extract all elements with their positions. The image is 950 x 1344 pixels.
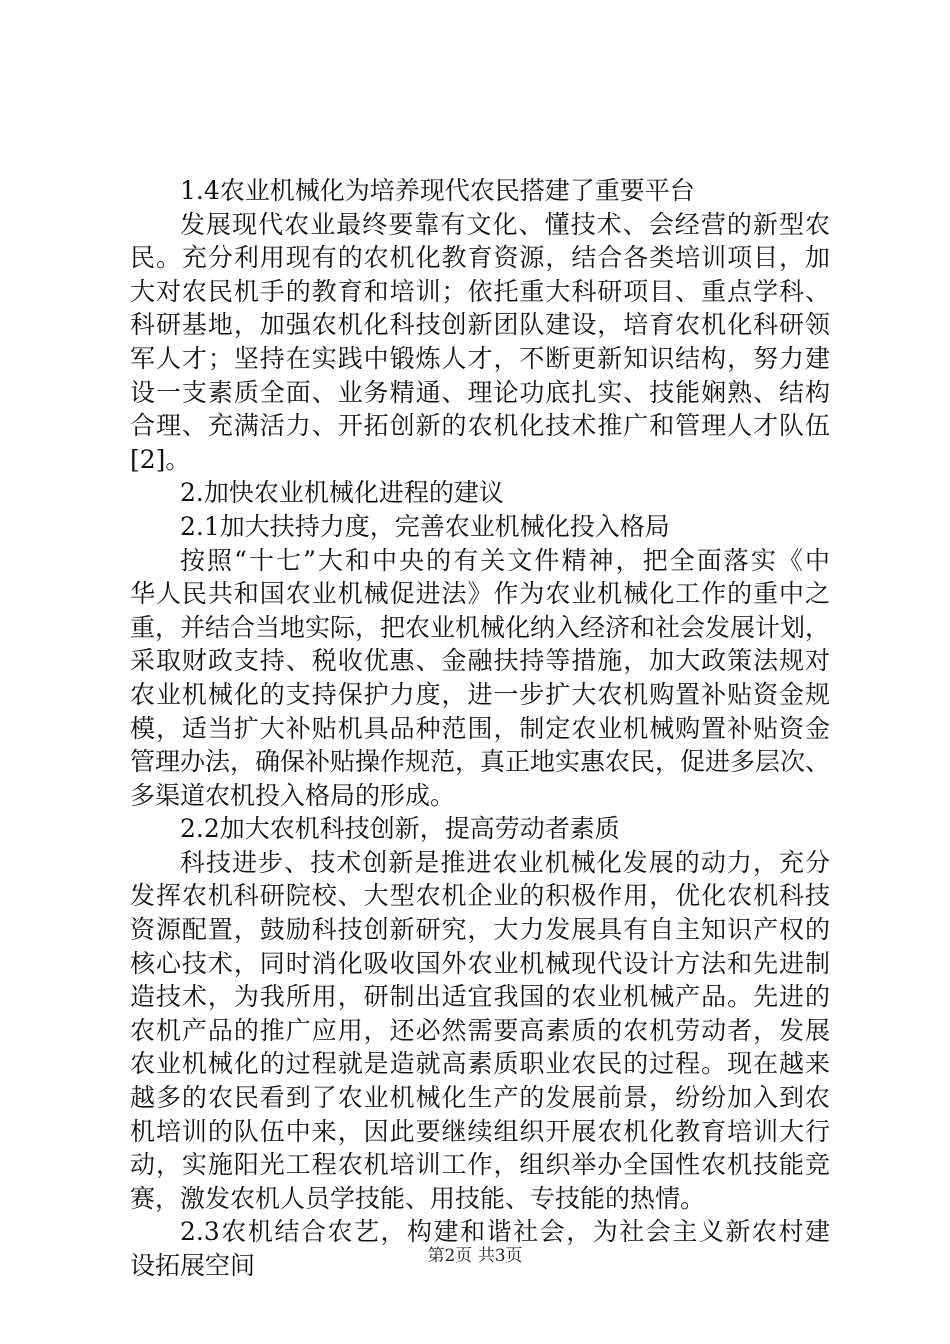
text-line: 资源配置，鼓励科技创新研究，大力发展具有自主知识产权的: [130, 915, 830, 945]
text-line: 2.2加大农机科技创新，提高劳动者素质: [180, 814, 620, 844]
text-line: 按照“十七”大和中央的有关文件精神，把全面落实《中: [180, 545, 830, 575]
text-line: 合理、充满活力、开拓创新的农机化技术推广和管理人才队伍: [130, 411, 830, 441]
text-line: 2.加快农业机械化进程的建议: [180, 478, 504, 508]
text-line: 发挥农机科研院校、大型农机企业的积极作用，优化农机科技: [130, 881, 830, 911]
text-line: 赛，激发农机人员学技能、用技能、专技能的热情。: [130, 1183, 706, 1213]
text-line: 发展现代农业最终要靠有文化、懂技术、会经营的新型农: [180, 209, 830, 239]
text-line: 华人民共和国农业机械促进法》作为农业机械化工作的重中之: [130, 579, 830, 609]
text-line: 科研基地，加强农机化科技创新团队建设，培育农机化科研领: [130, 310, 830, 340]
text-line: 军人才；坚持在实践中锻炼人才，不断更新知识结构，努力建: [130, 343, 830, 373]
text-line: 设一支素质全面、业务精通、理论功底扎实、技能娴熟、结构: [130, 377, 830, 407]
text-line: 机培训的队伍中来，因此要继续组织开展农机化教育培训大行: [130, 1116, 830, 1146]
text-line: 模，适当扩大补贴机具品种范围，制定农业机械购置补贴资金: [130, 713, 830, 743]
text-line: 民。充分利用现有的农机化教育资源，结合各类培训项目，加: [130, 243, 830, 273]
section-heading-2: [130, 476, 830, 510]
paragraph-2-2: [130, 846, 830, 1216]
text-line: 重，并结合当地实际，把农业机械化纳入经济和社会发展计划，: [130, 612, 831, 642]
text-line: 采取财政支持、税收优惠、金融扶持等措施，加大政策法规对: [130, 646, 830, 676]
text-line: 多渠道农机投入格局的形成。: [130, 780, 456, 810]
paragraph-1-4: [130, 208, 830, 477]
text-line: [2]。: [130, 444, 191, 474]
text-line: 设拓展空间: [130, 1251, 256, 1280]
text-line: 2.3农机结合农艺，构建和谐社会，为社会主义新农村建: [180, 1217, 830, 1247]
page-number-footer: 第2页 共3页: [427, 1246, 523, 1266]
text-line: 造技术，为我所用，研制出适宜我国的农业机械产品。先进的: [130, 982, 830, 1012]
text-line: 管理办法，确保补贴操作规范，真正地实惠农民，促进多层次、: [130, 747, 831, 777]
text-line: 农机产品的推广应用，还必然需要高素质的农机劳动者，发展: [130, 1015, 830, 1045]
text-line: 大对农民机手的教育和培训；依托重大科研项目、重点学科、: [130, 276, 830, 306]
text-line: 1.4农业机械化为培养现代农民搭建了重要平台: [180, 176, 695, 205]
paragraph-2-1: [130, 544, 830, 813]
document-body: [130, 174, 830, 1283]
text-line: 农业机械化的过程就是造就高素质职业农民的过程。现在越来: [130, 1049, 830, 1079]
text-line: 动，实施阳光工程农机培训工作，组织举办全国性农机技能竞: [130, 1150, 830, 1180]
text-line: 农业机械化的支持保护力度，进一步扩大农机购置补贴资金规: [130, 679, 830, 709]
section-heading-2-2: [130, 812, 830, 846]
text-line: 2.1加大扶持力度，完善农业机械化投入格局: [180, 511, 670, 541]
text-line: 越多的农民看到了农业机械化生产的发展前景，纷纷加入到农: [130, 1083, 830, 1113]
text-line: 核心技术，同时消化吸收国外农业机械现代设计方法和先进制: [130, 948, 830, 978]
section-heading-2-1: [130, 510, 830, 544]
text-line: 科技进步、技术创新是推进农业机械化发展的动力，充分: [180, 847, 830, 877]
section-heading-1-4: [130, 174, 830, 208]
